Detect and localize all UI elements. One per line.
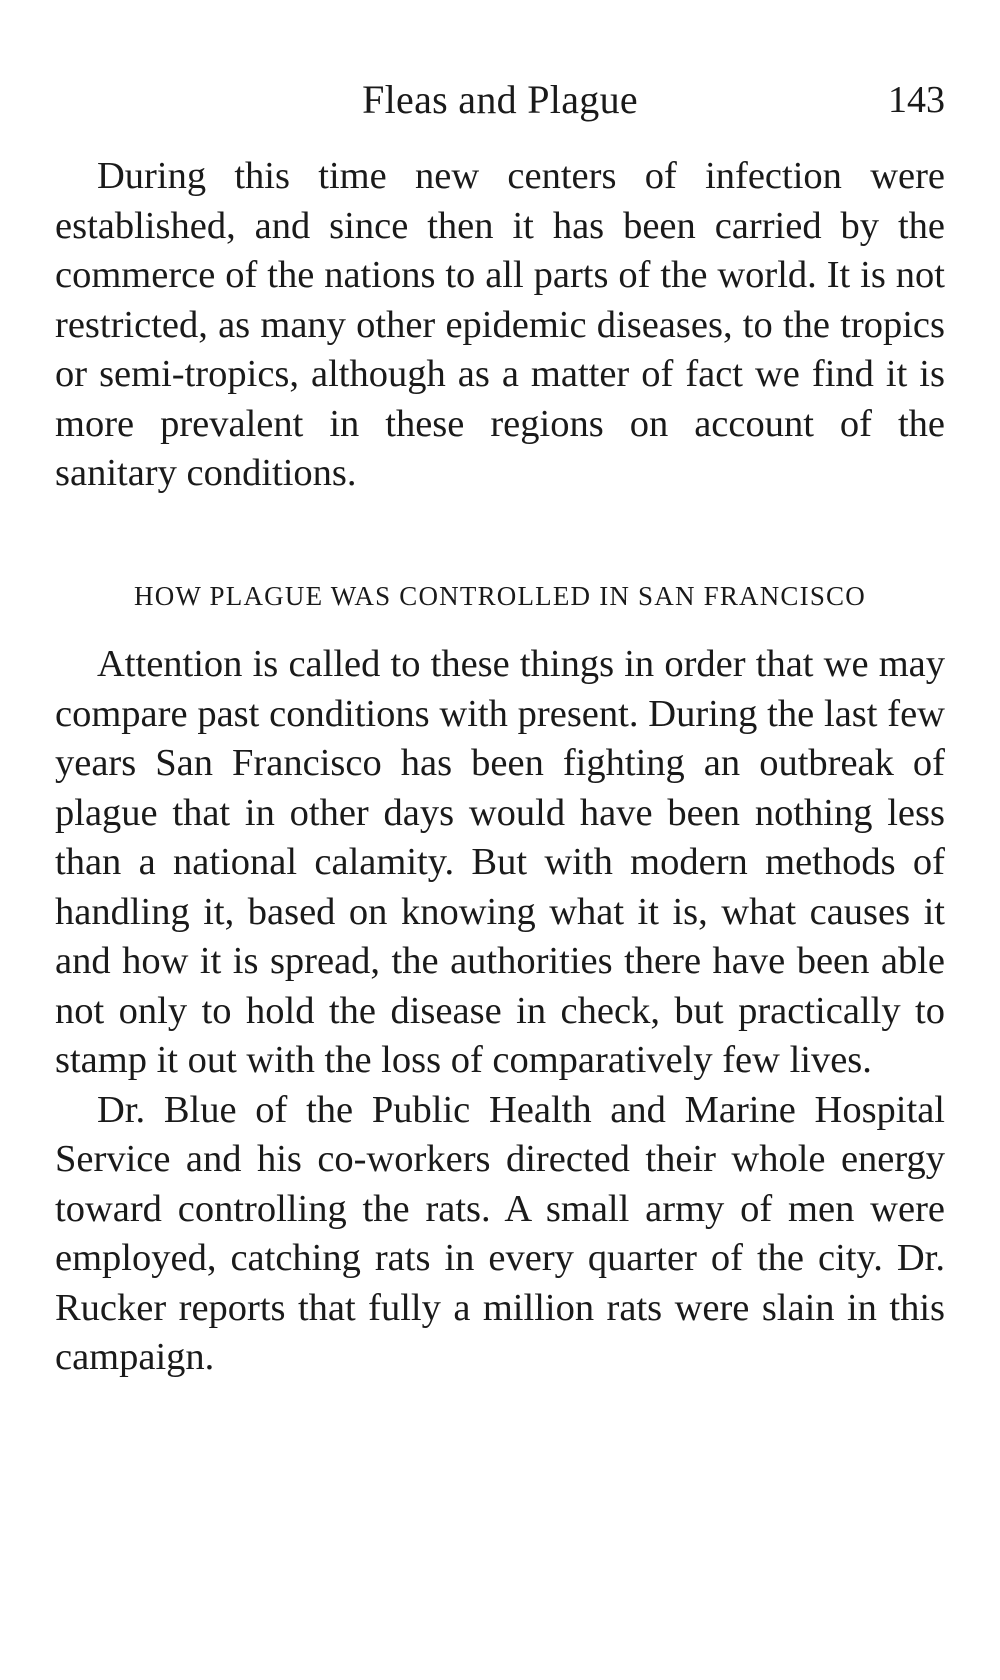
page-number: 143 [888,79,945,121]
section-heading: HOW PLAGUE WAS CONTROLLED IN SAN FRANCISCO [134,581,866,611]
text-block-1 [55,152,945,499]
paragraph-1: During this time new centers of infection were established, and since then it has been carried by the commerce of the nations to all parts of the world. It is not restricted, as many other epidemic diseases, to the tropics or semi-tropics, although as a matter of fact we find it is more prevalent in these regions on account of the sanitary conditions. [55,155,945,494]
paragraph-3: Dr. Blue of the Public Health and Marine Hospital Service and his co-workers directed their whole energy toward controlling the rats. A small army of men were employed, catching rats in every quarter of the city. Dr. Rucker reports that fully a million rats were slain in this campaign. [55,1088,945,1378]
text-block-2 [55,640,945,1383]
running-head [0,72,1000,128]
paragraph-2: Attention is called to these things in order that we may compare past conditions with present. During the last few years San Francisco has been fighting an outbreak of plague that in other days would have been nothing less than a national calamity. But with modern methods of handling it, based on knowing what it is, what causes it and how it is spread, the authorities there have been able not only to hold the disease in check, but practically to stamp it out with the loss of comparatively few lives. [55,643,945,1081]
running-title: Fleas and Plague [362,77,638,122]
